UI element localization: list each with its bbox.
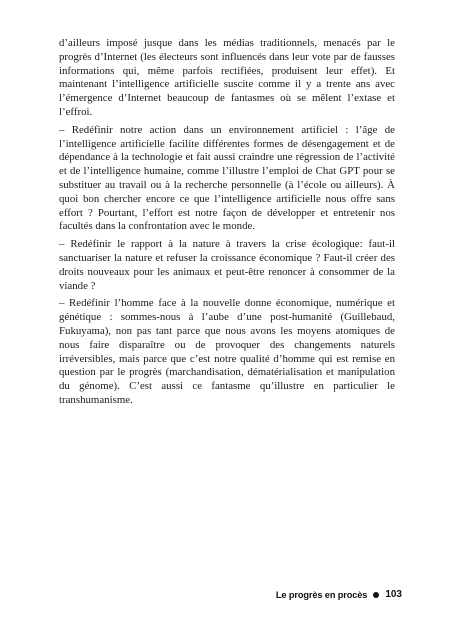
paragraph: – Redéfinir notre action dans un environnement artificiel : l’âge de l’intelligence artificielle facilite différentes formes de désengagement et de dépendance à la technologie et fait aussi craindre une régression de l’activité et de l’intelligence humaine, comme l’illustre l’emploi de Chat GPT pour se substituer au travail ou à la recherche personnelle (à l’école ou ailleurs). À quoi bon chercher encore ce que l’intelligence artificielle nous offre sans effort ? Pourtant, l’effort est notre façon de développer et entretenir nos facultés dans la confrontation avec le monde. <box>59 123 395 233</box>
bullet-icon <box>373 592 379 598</box>
paragraph: – Redéfinir le rapport à la nature à travers la crise écologique: faut-il sanctuariser la nature et refuser la croissance économique ? Faut-il créer des droits nouveaux pour les animaux et peut-être renoncer à consommer de la viande ? <box>59 238 395 292</box>
running-title: Le progrès en procès <box>275 589 368 600</box>
body-text <box>59 37 395 412</box>
page-number: 103 <box>385 589 402 600</box>
page-footer <box>276 589 402 600</box>
paragraph: d’ailleurs imposé jusque dans les médias traditionnels, menacés par le progrès d’Internet (les électeurs sont influencés dans leur vote par de fausses informations qui, même parfois rectifiées, produisent leur effet). Et maintenant l’intelligence artificielle suscite comme il y a trente ans avec l’émergence d’Internet beaucoup de fantasmes où se mêlent l’extase et l’effroi. <box>59 37 395 118</box>
paragraph: – Redéfinir l’homme face à la nouvelle donne économique, numérique et génétique : sommes-nous à l’aube d’une post-humanité (Guillebaud, Fukuyama), non pas tant parce que nous avons les moyens atomiques de nous faire disparaître ou de provoquer des changements naturels irréversibles, mais parce que c’est notre qualité d’homme qui est remise en question par le progrès (marchandisation, dématérialisation et manipulation du génome). C’est aussi ce fantasme qu’illustre en particulier le transhumanisme. <box>59 297 395 406</box>
